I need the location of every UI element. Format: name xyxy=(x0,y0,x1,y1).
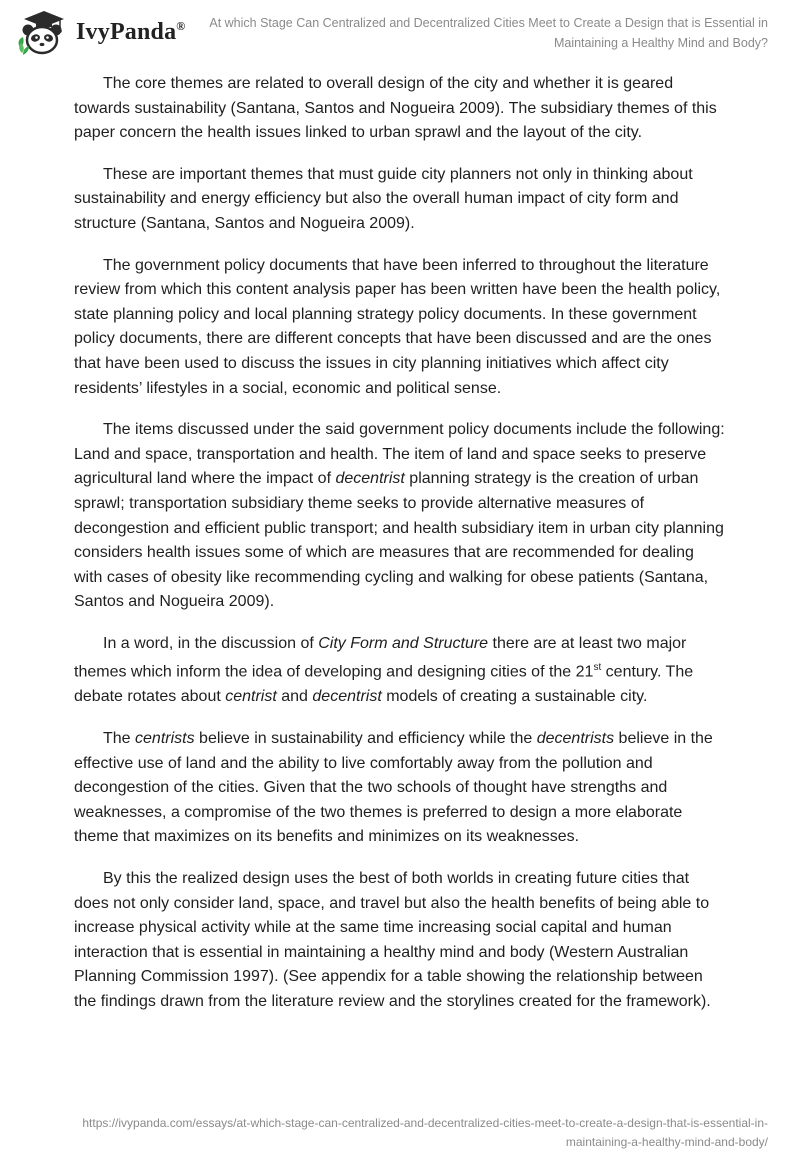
paragraph: These are important themes that must guide city planners not only in thinking about sustainability and energy efficiency but also the overall human impact of city form and structure (Santana, Santos and Nogueira 2009). xyxy=(74,165,693,232)
logo[interactable] xyxy=(14,6,185,58)
page-header xyxy=(0,0,800,64)
document-title: At which Stage Can Centralized and Decentralized Cities Meet to Create a Design that is Essential in Maintaining a Healthy Mind and Body? xyxy=(209,16,768,50)
paragraph: By this the realized design uses the best of both worlds in creating future cities that does not only consider land, space, and travel but also the health benefits of being able to increase physical activity while at the same time increasing social capital and human interaction that is essential in maintaining a healthy mind and body (Western Australian Planning Commission 1997). (See appendix for a table showing the relationship between the findings drawn from the literature review and the storylines created for the framework). xyxy=(74,869,711,1010)
essay-body xyxy=(74,72,726,1032)
paragraph: The centrists believe in sustainability and efficiency while the decentrists believe in the effective use of land and the ability to live comfortably away from the pollution and decongestion of the cities. Given that the two schools of thought have strengths and weaknesses, a compromise of the two themes is preferred to design a more elaborate theme that maximizes on its benefits and minimizes on its weaknesses. xyxy=(74,729,713,846)
paragraph: The core themes are related to overall design of the city and whether it is geared towards sustainability (Santana, Santos and Nogueira 2009). The subsidiary themes of this paper concern the health issues linked to urban sprawl and the layout of the city. xyxy=(74,75,717,142)
panda-logo-icon xyxy=(14,6,70,58)
paragraph: The government policy documents that have been inferred to throughout the literature review from which this content analysis paper has been written have been the health policy, state planning policy and local planning strategy policy documents. In these government policy documents, there are different concepts that have been discussed and are the ones that have been used to discuss the issues in city planning initiatives which affect city residents’ lifestyles in a social, economic and political sense. xyxy=(74,256,721,397)
paragraph: The items discussed under the said government policy documents include the following: Land and space, transportation and health. The item of land and space seeks to preserve agricultural land where the impact of decentrist planning strategy is the creation of urban sprawl; transportation subsidiary theme seeks to provide alternative measures of decongestion and efficient public transport; and health subsidiary item in urban city planning considers health issues some of which are measures that are recommended for dealing with cases of obesity like recommending cycling and walking for obese patients (Santana, Santos and Nogueira 2009). xyxy=(74,421,725,611)
source-url[interactable]: https://ivypanda.com/essays/at-which-stage-can-centralized-and-decentralized-cities-meet-to-create-a-design-that-is-essential-in-maintaining-a-healthy-mind-and-body/ xyxy=(82,1116,768,1149)
paragraph: In a word, in the discussion of City Form and Structure there are at least two major themes which inform the idea of developing and designing cities of the 21st century. The debate rotates about centrist and decentrist models of creating a sustainable city. xyxy=(74,634,694,706)
brand-name: IvyPanda® xyxy=(76,18,186,45)
